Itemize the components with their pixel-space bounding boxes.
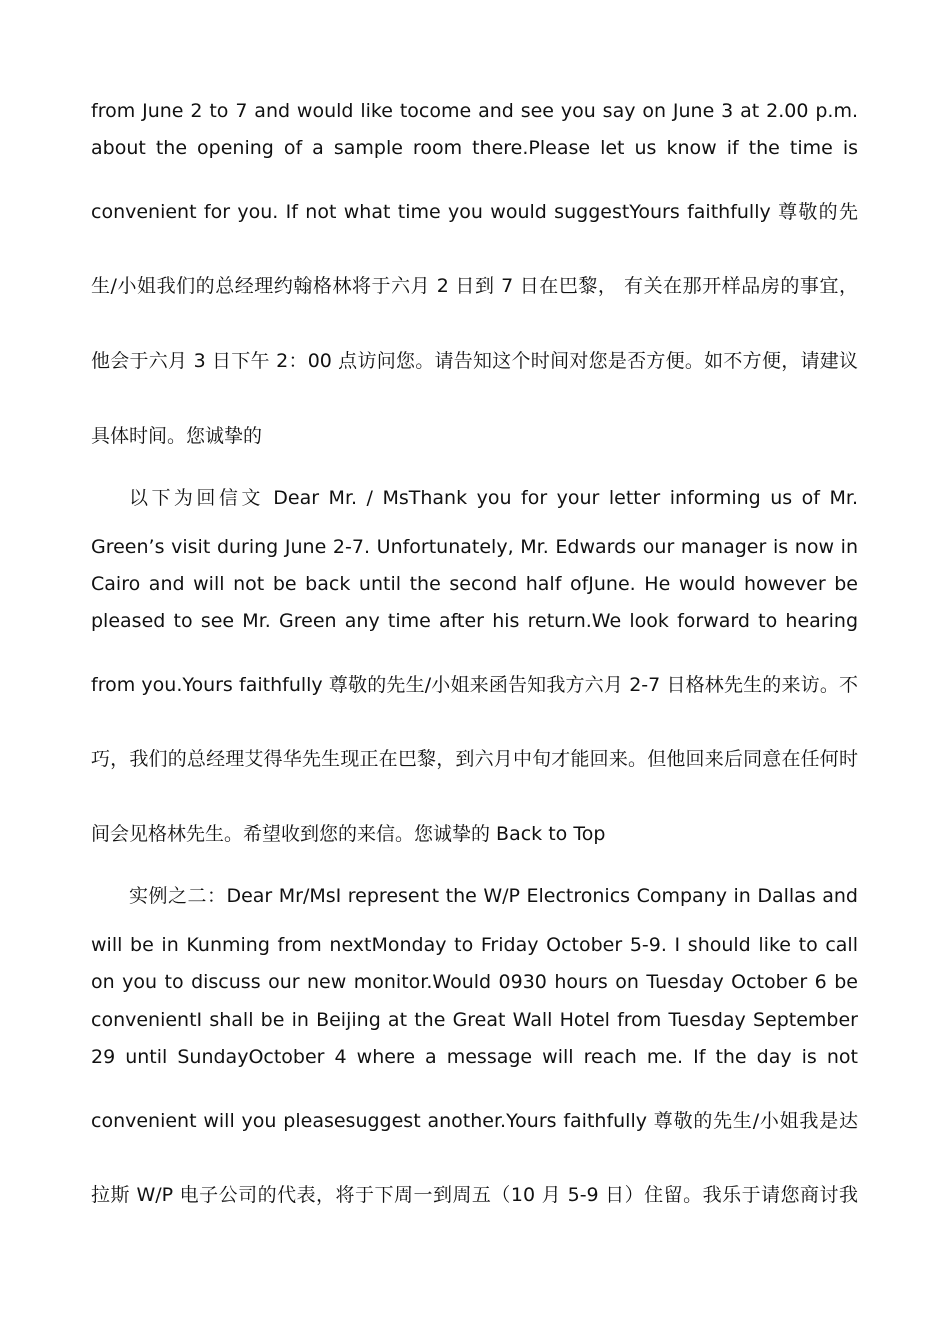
- text-line: from you.Yours faithfully 尊敬的先生/小姐来函告知我方六月 2-7 日格林先生的来访。不: [91, 674, 858, 696]
- text-line: Cairo and will not be back until the second half ofJune. He would however be: [91, 573, 858, 595]
- text-line: will be in Kunming from nextMonday to Friday October 5-9. I should like to call: [91, 934, 858, 956]
- text-line: convenient for you. If not what time you would suggestYours faithfully 尊敬的先: [91, 201, 858, 223]
- text-line: 具体时间。您诚挚的: [91, 425, 263, 447]
- text-line: about the opening of a sample room there.Please let us know if the time is: [91, 137, 858, 159]
- text-line: from June 2 to 7 and would like tocome and see you say on June 3 at 2.00 p.m.: [91, 100, 858, 122]
- text-line: 29 until SundayOctober 4 where a message will reach me. If the day is not: [91, 1046, 858, 1068]
- text-line: 他会于六月 3 日下午 2：00 点访问您。请告知这个时间对您是否方便。如不方便，请建议: [91, 350, 858, 372]
- text-line: 生/小姐我们的总经理约翰格林将于六月 2 日到 7 日在巴黎， 有关在那开样品房的事宜，: [91, 275, 858, 297]
- text-line: Green’s visit during June 2-7. Unfortunately, Mr. Edwards our manager is now in: [91, 536, 858, 558]
- text-line: convenient will you pleasesuggest another.Yours faithfully 尊敬的先生/小姐我是达: [91, 1110, 858, 1132]
- text-line: 巧，我们的总经理艾得华先生现正在巴黎，到六月中旬才能回来。但他回来后同意在任何时: [91, 748, 858, 770]
- text-line: convenientI shall be in Beijing at the Great Wall Hotel from Tuesday September: [91, 1009, 858, 1031]
- text-line: 间会见格林先生。希望收到您的来信。您诚挚的 Back to Top: [91, 823, 606, 845]
- text-line: 实例之二：Dear Mr/MsI represent the W/P Electronics Company in Dallas and: [129, 885, 858, 907]
- text-line: on you to discuss our new monitor.Would 0930 hours on Tuesday October 6 be: [91, 971, 858, 993]
- text-line: pleased to see Mr. Green any time after his return.We look forward to hearing: [91, 610, 858, 632]
- text-line: 以下为回信文 Dear Mr. / MsThank you for your letter informing us of Mr.: [129, 487, 858, 509]
- text-line: 拉斯 W/P 电子公司的代表，将于下周一到周五（10 月 5-9 日）住留。我乐于请您商讨我: [91, 1184, 858, 1206]
